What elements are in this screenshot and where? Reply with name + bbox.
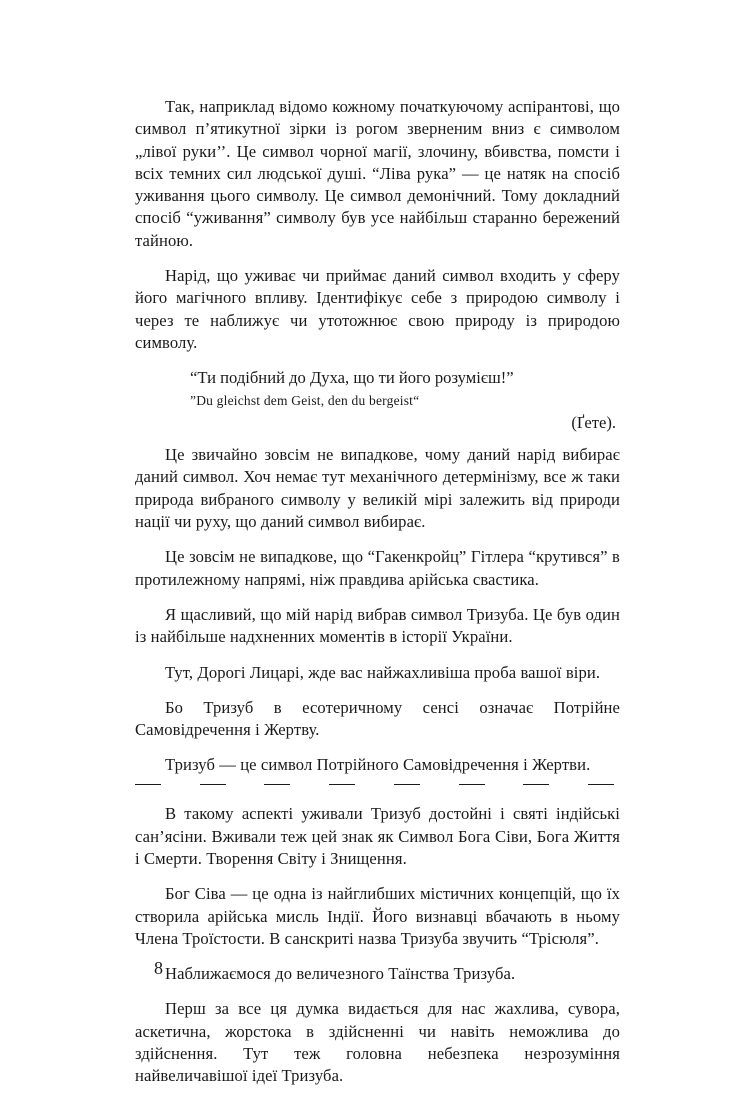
divider-dash [459,784,485,786]
paragraph: Це звичайно зовсім не випадкове, чому даний нарід вибирає даний символ. Хоч немає тут механічного детермінізму, все ж таки природа вибраного символу у великій мірі залежить від природи нації чи руху, що даний символ вибирає. [135,445,620,532]
page-number: 8 [154,958,163,978]
divider-dash [264,784,290,786]
divider-dash [523,784,549,786]
divider-dash [394,784,420,786]
divider-dash [329,784,355,786]
paragraph: Тут, Дорогі Лицарі, жде вас найжахливіша проба вашої віри. [165,662,601,682]
page-body [135,96,620,1101]
paragraph: Бо Тризуб в есотеричному сенсі означає Потрійне Самовідречення і Жертву. [135,697,620,740]
paragraph: Тризуб — це символ Потрійного Самовідречення і Жертви. [165,755,591,775]
divider-dash [135,784,161,786]
divider-dash [588,784,614,786]
paragraph: Перш за все ця думка видається для нас жахлива, сувора, аскетична, жорстока в здійсненні чи навіть неможлива до здійснення. Тут теж головна небезпека незрозуміння найвеличавішої ідеї Тризуба. [135,999,620,1086]
quote-author: (Ґете). [571,412,616,432]
paragraph: Бог Сіва — це одна із найглибших містичних концепцій, що їх створила арійська мисль Індії. Його визнавці вбачають в ньому Члена Троїстости. В санскриті назва Тризуба звучить “Трісюля”. [135,884,620,948]
paragraph: В такому аспекті уживали Тризуб достойні і святі індійські сан’ясіни. Вживали теж цей знак як Символ Бога Сіви, Бога Життя і Смерти. Творення Світу і Знищення. [135,804,620,868]
paragraph: Так, наприклад відомо кожному початкуючому аспірантові, що символ п’ятикутної зірки із рогом зверненим вниз є символом „лівої руки’’. Це символ чорної магії, злочину, вбивства, помсти і всіх темних сил людської душі. “Ліва рука” — це натяк на спосіб уживання цього символу. Це символ демонічний. Тому докладний спосіб “уживання” символу був усе найбільш старанно бережений тайною. [135,97,620,250]
quote-line-german: ”Du gleichst dem Geist, den du bergeist“ [190,392,420,408]
paragraph: Я щасливий, що мій нарід вибрав символ Тризуба. Це був один із найбільше надхненних моментів в історії України. [135,604,620,647]
paragraph: Це зовсім не випадкове, що “Гакенкройц” Гітлера “крутився” в протилежному напрямі, ніж правдива арійська свастика. [135,547,620,589]
quote-line-ukrainian: “Ти подібний до Духа, що ти його розумієш!” [190,368,514,388]
paragraph: Наближаємося до величезного Таїнства Тризуба. [165,964,516,984]
divider-dash [200,784,226,786]
epigraph-quote [135,367,620,434]
paragraph: Нарід, що уживає чи приймає даний символ входить у сферу його магічного впливу. Ідентифікує себе з природою символу і через те наближує чи утотожнює свою природу із природою символу. [135,266,620,352]
section-divider [135,784,620,786]
